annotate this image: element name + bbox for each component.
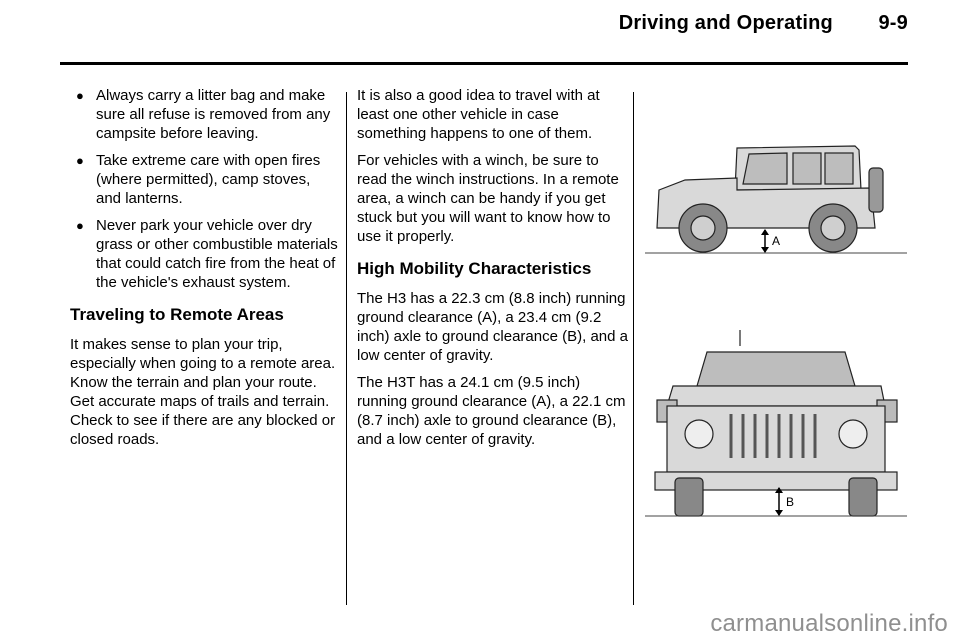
column-divider-1 xyxy=(346,92,347,605)
column-middle xyxy=(357,86,629,457)
vehicle-side-view-illustration xyxy=(645,128,907,268)
watermark: carmanualsonline.info xyxy=(710,610,948,637)
page-number: 9-9 xyxy=(878,12,908,34)
bullet-list xyxy=(70,86,338,292)
column-divider-2 xyxy=(633,92,634,605)
list-item: ● Take extreme care with open fires (where permitted), camp stoves, and lanterns. xyxy=(76,152,321,207)
paragraph: It makes sense to plan your trip, especially when going to a remote area. Know the terrain and plan your route. Get accurate maps of trails and terrain. Check to see if there are any blocked or closed roads. xyxy=(70,336,336,448)
bullet-icon: ● xyxy=(76,153,84,168)
bullet-icon: ● xyxy=(76,218,84,233)
chapter-title: Driving and Operating xyxy=(618,12,833,34)
paragraph: It is also a good idea to travel with at least one other vehicle in case something happens to one of them. xyxy=(357,87,600,142)
list-item: ● Always carry a litter bag and make sure all refuse is removed from any campsite before leaving. xyxy=(76,87,331,142)
section-heading: High Mobility Characteristics xyxy=(357,259,592,278)
clearance-b-label: B xyxy=(786,495,795,509)
clearance-a-label: A xyxy=(772,234,781,248)
bullet-icon: ● xyxy=(76,88,84,103)
header-rule xyxy=(60,62,908,65)
paragraph: The H3T has a 24.1 cm (9.5 inch) running ground clearance (A), a 22.1 cm (8.7 inch) axle to ground clearance (B), and a low center of gravity. xyxy=(357,374,626,448)
column-left xyxy=(70,86,338,457)
section-heading: Traveling to Remote Areas xyxy=(70,305,284,324)
list-item: ● Never park your vehicle over dry grass or other combustible materials that could catch fire from the heat of the vehicle's exhaust system. xyxy=(76,217,338,291)
paragraph: For vehicles with a winch, be sure to read the winch instructions. In a remote area, a winch can be handy if you get stuck but you will want to know how to use it properly. xyxy=(357,152,619,245)
paragraph: The H3 has a 22.3 cm (8.8 inch) running ground clearance (A), a 23.4 cm (9.2 inch) axle to ground clearance (B), and a low center of gravity. xyxy=(357,290,628,364)
vehicle-front-view-illustration xyxy=(645,330,907,522)
page-header xyxy=(619,12,908,35)
